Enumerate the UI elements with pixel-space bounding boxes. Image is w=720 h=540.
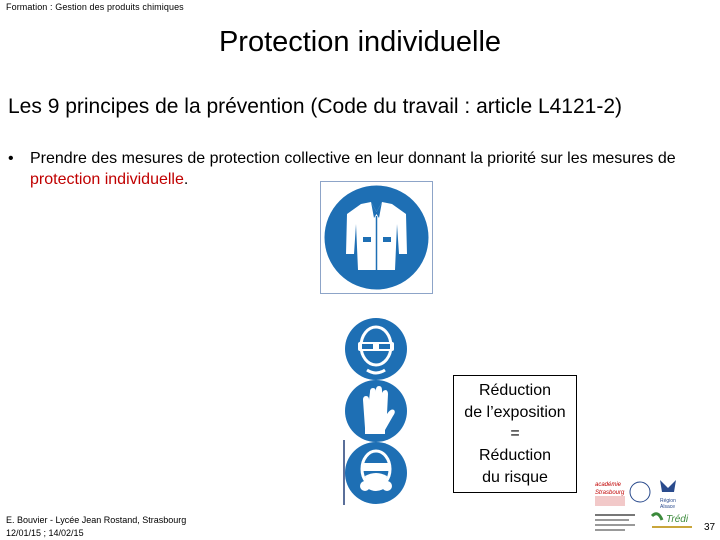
footer-dates: 12/01/15 ; 14/02/15: [6, 528, 84, 538]
slide-title: Protection individuelle: [218, 26, 502, 58]
reduction-box: [453, 375, 577, 493]
reduction-line-4: Réduction: [478, 447, 552, 465]
svg-text:Strasbourg: Strasbourg: [595, 490, 625, 496]
reduction-line-2: de l’exposition: [464, 403, 566, 421]
footer-author: E. Bouvier - Lycée Jean Rostand, Strasbourg: [6, 515, 187, 525]
lab-coat-pictogram: [320, 181, 433, 294]
bullet-symbol: •: [8, 150, 14, 167]
svg-text:Région: Région: [660, 498, 676, 504]
academie-strasbourg-logo: [595, 482, 625, 506]
svg-text:Alsace: Alsace: [660, 504, 676, 510]
bullet-text-part1: Prendre des mesures de protection collective en leur donnant la priorité sur les mesures de: [30, 150, 676, 167]
reduction-line-3: =: [510, 425, 520, 443]
slide-subtitle: Les 9 principes de la prévention (Code du travail : article L4121-2): [8, 95, 623, 118]
divider-line: [343, 440, 345, 505]
gloves-icon: [343, 378, 409, 444]
reduction-line-1: Réduction: [478, 382, 552, 399]
region-alsace-logo: [630, 480, 676, 510]
bullet-end: .: [183, 171, 189, 188]
partner-logos: [590, 470, 700, 540]
safety-glasses-icon: [343, 316, 409, 382]
lab-coat-icon: [321, 182, 432, 293]
page-number: 37: [704, 522, 716, 533]
respirator-mask-icon: [343, 440, 409, 506]
header-caption: Formation : Gestion des produits chimiques: [6, 2, 184, 12]
svg-text:Trédi: Trédi: [666, 514, 689, 525]
bullet-highlight: protection individuelle: [30, 171, 184, 188]
reduction-line-5: du risque: [482, 468, 548, 486]
svg-text:académie: académie: [595, 482, 622, 488]
ministry-logo: [595, 514, 635, 531]
tredi-logo: [652, 514, 692, 528]
